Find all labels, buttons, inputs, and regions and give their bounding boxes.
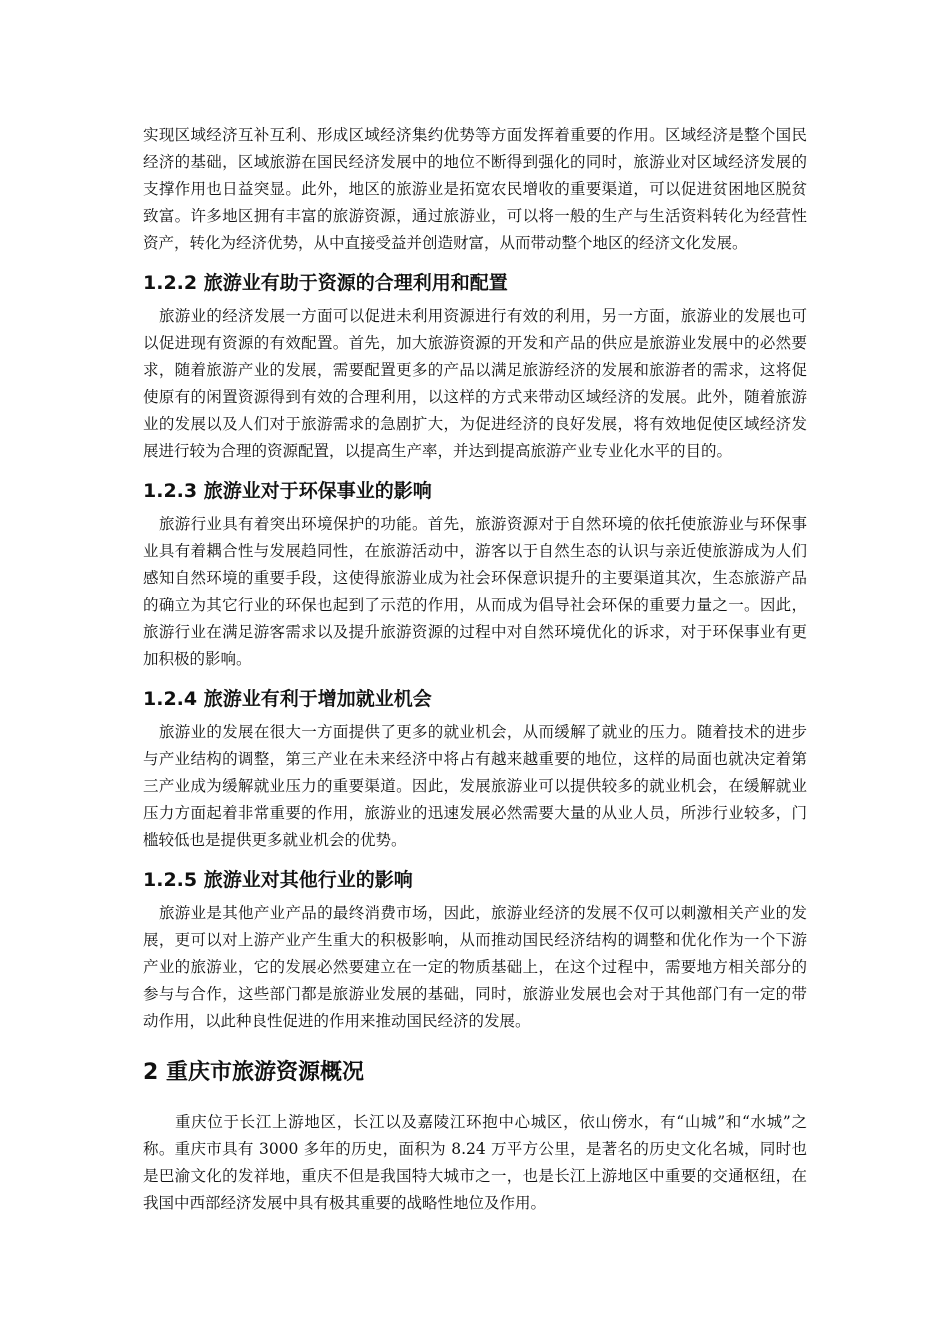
section-body-1-2-3: 旅游行业具有着突出环境保护的功能。首先，旅游资源对于自然环境的依托使旅游业与环保事业具有着耦合性与发展趋同性，在旅游活动中，游客以于自然生态的认识与亲近使旅游成为人们感知自然环境的重要手段，这使得旅游业成为社会环保意识提升的主要渠道其次，生态旅游产品的确立为其它行业的环保也起到了示范的作用，从而成为倡导社会环保的重要力量之一。因此，旅游行业在满足游客需求以及提升旅游资源的过程中对自然环境优化的诉求，对于环保事业有更加积极的影响。 [143, 515, 807, 668]
section-body-1-2-2: 旅游业的经济发展一方面可以促进未利用资源进行有效的利用，另一方面，旅游业的发展也可以促进现有资源的有效配置。首先，加大旅游资源的开发和产品的供应是旅游业发展中的必然要求，随着旅游产业的发展，需要配置更多的产品以满足旅游经济的发展和旅游者的需求，这将促使原有的闲置资源得到有效的合理利用，以这样的方式来带动区域经济的发展。此外，随着旅游业的发展以及人们对于旅游需求的急剧扩大，为促进经济的良好发展，将有效地促使区域经济发展进行较为合理的资源配置，以提高生产率，并达到提高旅游产业专业化水平的目的。 [143, 307, 807, 460]
section-body-1-2-5: 旅游业是其他产业产品的最终消费市场，因此，旅游业经济的发展不仅可以刺激相关产业的发展，更可以对上游产业产生重大的积极影响，从而推动国民经济结构的调整和优化作为一个下游产业的旅游业，它的发展必然要建立在一定的物质基础上，在这个过程中，需要地方相关部分的参与与合作，这些部门都是旅游业发展的基础，同时，旅游业发展也会对于其他部门有一定的带动作用，以此种良性促进的作用来推动国民经济的发展。 [143, 904, 807, 1030]
document-page [143, 122, 807, 1217]
section-heading-1-2-4: 1.2.4 旅游业有利于增加就业机会 [143, 688, 432, 710]
section-heading-1-2-3: 1.2.3 旅游业对于环保事业的影响 [143, 480, 432, 502]
chapter-heading: 2 重庆市旅游资源概况 [143, 1060, 364, 1085]
section-body-1-2-4: 旅游业的发展在很大一方面提供了更多的就业机会，从而缓解了就业的压力。随着技术的进步与产业结构的调整，第三产业在未来经济中将占有越来越重要的地位，这样的局面也就决定着第三产业成为缓解就业压力的重要渠道。因此，发展旅游业可以提供较多的就业机会，在缓解就业压力方面起着非常重要的作用，旅游业的迅速发展必然需要大量的从业人员，所涉行业较多，门槛较低也是提供更多就业机会的优势。 [143, 723, 807, 849]
intro-paragraph: 实现区域经济互补互利、形成区域经济集约优势等方面发挥着重要的作用。区域经济是整个国民经济的基础，区域旅游在国民经济发展中的地位不断得到强化的同时，旅游业对区域经济发展的支撑作用也日益突显。此外，地区的旅游业是拓宽农民增收的重要渠道，可以促进贫困地区脱贫致富。许多地区拥有丰富的旅游资源，通过旅游业，可以将一般的生产与生活资料转化为经营性资产，转化为经济优势，从中直接受益并创造财富，从而带动整个地区的经济文化发展。 [143, 126, 807, 252]
section-heading-1-2-2: 1.2.2 旅游业有助于资源的合理利用和配置 [143, 272, 508, 294]
chapter-body: 重庆位于长江上游地区，长江以及嘉陵江环抱中心城区，依山傍水，有“山城”和“水城”之称。重庆市具有 3000 多年的历史，面积为 8.24 万平方公里，是著名的历史文化名城，同时也是巴渝文化的发祥地，重庆不但是我国特大城市之一，也是长江上游地区中重要的交通枢纽，在我国中西部经济发展中具有极其重要的战略性地位及作用。 [143, 1113, 807, 1212]
section-heading-1-2-5: 1.2.5 旅游业对其他行业的影响 [143, 869, 413, 891]
